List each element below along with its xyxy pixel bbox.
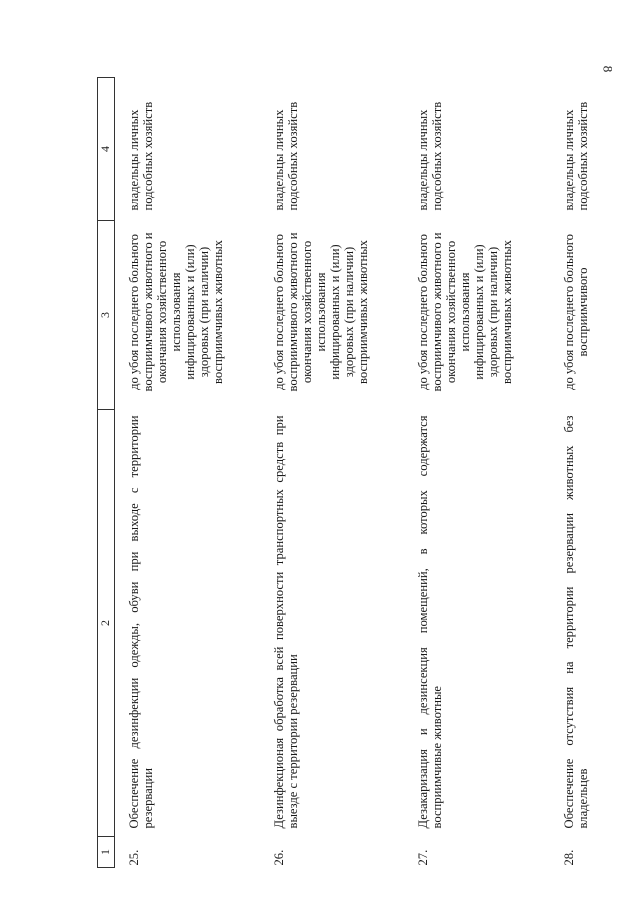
row-number: 26. [272, 849, 286, 866]
measure-text: Обеспечение отсутствия на территории резервации животных без владельцев [562, 415, 590, 829]
column-header-2: 2 [98, 410, 115, 837]
period-text: до убоя последнего больного восприимчивого животного и окончания хозяйственного использования инфицированных и (или) здоровых (при наличии) восприимчивых животных [416, 232, 514, 392]
period-text: до убоя последнего больного восприимчивого животного и окончания хозяйственного использования инфицированных и (или) здоровых (при наличии) восприимчивых животных [272, 232, 370, 392]
row-number: 28. [562, 849, 576, 866]
responsible-text: владельцы личных подсобных хозяйств [562, 101, 590, 211]
period-text: до убоя последнего больного восприимчивого [562, 234, 590, 390]
table-row [115, 78, 261, 868]
measure-text: Обеспечение дезинфекции одежды, обуви при выходе с территории резервации [127, 415, 155, 829]
measures-table-rotated [97, 82, 601, 868]
period-text: до убоя последнего больного восприимчивого животного и окончания хозяйственного использования инфицированных и (или) здоровых (при наличии) восприимчивых животных [127, 232, 225, 392]
column-header-4: 4 [98, 78, 115, 221]
measures-table [97, 77, 638, 868]
responsible-text: владельцы личных подсобных хозяйств [127, 101, 155, 211]
row-number: 25. [127, 849, 141, 866]
table-row [260, 78, 404, 868]
responsible-text: владельцы личных подсобных хозяйств [416, 101, 444, 211]
page-number: 8 [600, 65, 616, 73]
responsible-text: владельцы личных подсобных хозяйств [272, 101, 300, 211]
column-header-3: 3 [98, 221, 115, 410]
column-header-1: 1 [98, 837, 115, 868]
measure-text: Дезакаризация и дезинсекция помещений, в которых содержатся восприимчивые животные [416, 415, 444, 829]
measure-text: Дезинфекционая обработка всей поверхности транспортных средств при выезде с территории резервации [272, 415, 300, 829]
row-number: 27. [416, 849, 430, 866]
table-row [550, 78, 638, 868]
table-row [404, 78, 550, 868]
table-header-row [98, 78, 115, 868]
